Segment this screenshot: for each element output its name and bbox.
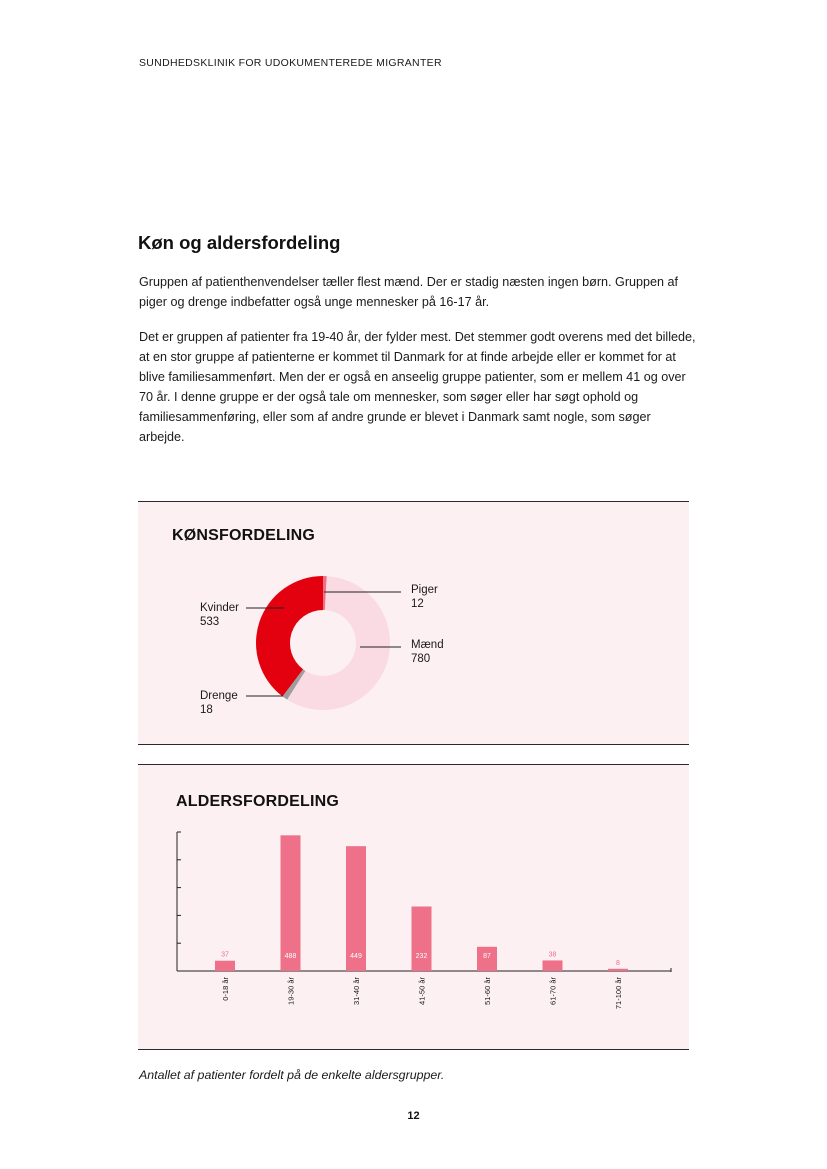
bar-value-label-4: 87 (483, 953, 491, 960)
paragraph-gender: Gruppen af patienthenvendelser tæller flest mænd. Der er stadig næsten ingen børn. Gruppen af piger og drenge indbefatter også unge mennesker på 16-17 år. (139, 275, 679, 309)
gender-chart-box (138, 501, 689, 745)
bar-3 (412, 907, 432, 971)
bar-value-label-3: 232 (415, 953, 428, 960)
bar-value-label-0: 37 (221, 951, 229, 959)
page-number: 12 (407, 1110, 420, 1122)
bar-0 (215, 961, 235, 971)
x-tick-label-4: 51-60 år (483, 977, 492, 1005)
paragraph-age: Det er gruppen af patienter fra 19-40 år, der fylder mest. Det stemmer godt overens med det billede, at en stor gruppe af patienterne er kommet til Danmark for at finde arbejde eller er kommet for at blive familiesammenført. Men der er også en anseelig gruppe patienter, som er mellem 41 og over 70 år. I denne gruppe er der også tale om mennesker, som søger eller har søgt ophold og familiesammenføring, eller som af andre grunde er blevet i Danmark samt nogle, som søger arbejde. (139, 330, 696, 444)
label-piger-value: 12 (411, 598, 424, 610)
figure-caption: Antallet af patienter fordelt på de enkelte aldersgrupper. (139, 1068, 445, 1082)
bar-5 (543, 960, 563, 971)
section-heading: Køn og aldersfordeling (138, 232, 341, 253)
label-drenge (200, 689, 238, 717)
x-tick-label-0: 0-18 år (221, 977, 230, 1001)
label-kvinder-name: Kvinder (200, 602, 239, 614)
x-tick-label-1: 19-30 år (286, 977, 296, 1005)
bar-value-label-6: 8 (616, 959, 620, 967)
bar-6 (608, 969, 628, 971)
x-tick-label-6: 71-100 år (614, 977, 623, 1010)
age-bar-chart (138, 765, 689, 1049)
x-tick-label-5: 61-70 år (548, 977, 558, 1005)
x-tick-label-3: 41-50 år (417, 977, 427, 1005)
label-kvinder (200, 601, 239, 629)
label-maend-name: Mænd (411, 639, 444, 651)
bar-1 (281, 835, 301, 971)
age-chart-title: ALDERSFORDELING (176, 793, 339, 810)
document-header: SUNDHEDSKLINIK FOR UDOKUMENTEREDE MIGRANTER (139, 57, 442, 69)
label-piger-name: Piger (411, 584, 438, 596)
label-maend (411, 638, 444, 666)
bar-value-label-1: 488 (284, 953, 297, 960)
x-tick-label-2: 31-40 år (352, 977, 361, 1005)
label-kvinder-value: 533 (200, 616, 220, 628)
label-maend-value: 780 (411, 653, 431, 665)
gender-chart-title: KØNSFORDELING (172, 527, 316, 544)
label-drenge-name: Drenge (200, 690, 238, 702)
bar-value-label-2: 449 (350, 953, 362, 960)
label-drenge-value: 18 (200, 704, 213, 716)
age-chart-box (138, 764, 689, 1050)
label-piger (411, 583, 438, 611)
bar-value-label-5: 38 (548, 951, 557, 959)
